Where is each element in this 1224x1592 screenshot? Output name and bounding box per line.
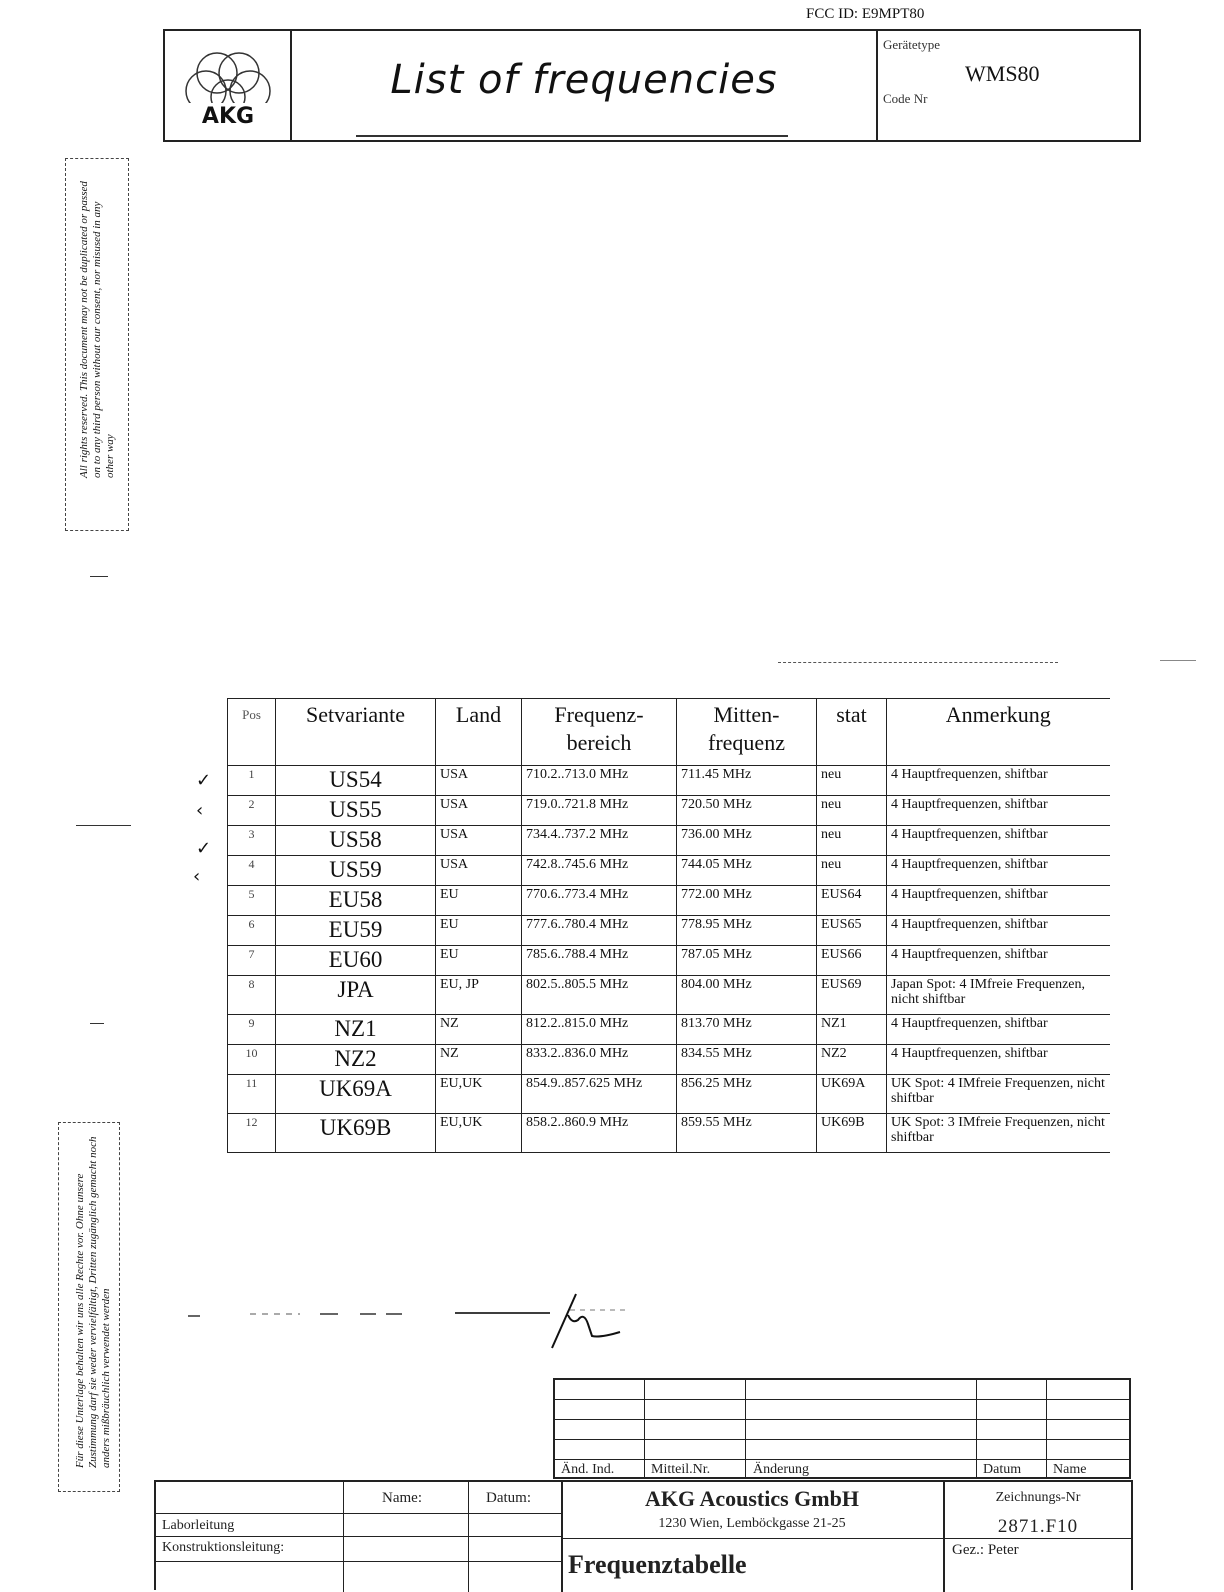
- revision-col-line: [644, 1380, 645, 1477]
- cell-setvariante: EU58: [276, 886, 436, 916]
- logo-cell: [165, 31, 292, 140]
- cell-stat: UK69B: [817, 1114, 887, 1153]
- cell-stat: EUS64: [817, 886, 887, 916]
- scan-mark: [90, 1023, 104, 1024]
- title-cell: [292, 31, 878, 140]
- cell-stat: EUS66: [817, 946, 887, 976]
- column-header-mittenfrequenz: Mitten- frequenz: [677, 699, 817, 766]
- scan-mark: [778, 662, 1058, 663]
- table-row: [228, 796, 1110, 826]
- document-header: [163, 29, 1141, 142]
- logo-text: AKG: [201, 104, 255, 129]
- code-nr-label: Code Nr: [883, 91, 928, 106]
- cell-stat: NZ2: [817, 1045, 887, 1075]
- column-header-frequenzbereich: Frequenz- bereich: [522, 699, 677, 766]
- check-mark-icon: ✓: [196, 770, 212, 791]
- cell-frequenzbereich: 719.0..721.8 MHz: [522, 796, 677, 826]
- revision-label-aend-ind: Änd. Ind.: [561, 1462, 615, 1477]
- model-value: WMS80: [965, 61, 1040, 86]
- fcc-id: FCC ID: E9MPT80: [806, 6, 925, 22]
- revision-label-aenderung: Änderung: [753, 1462, 809, 1477]
- cell-mittenfrequenz: 856.25 MHz: [677, 1075, 817, 1114]
- tb-line: [943, 1538, 1133, 1539]
- cell-stat: neu: [817, 766, 887, 796]
- cell-frequenzbereich: 777.6..780.4 MHz: [522, 916, 677, 946]
- cell-pos: 12: [228, 1114, 276, 1153]
- table-row: [228, 976, 1110, 1015]
- revision-label-name: Name: [1053, 1462, 1087, 1477]
- tb-line: [156, 1536, 561, 1537]
- cell-frequenzbereich: 770.6..773.4 MHz: [522, 886, 677, 916]
- cell-anmerkung: 4 Hauptfrequenzen, shiftbar: [887, 796, 1110, 826]
- cell-pos: 9: [228, 1015, 276, 1045]
- column-header-setvariante: Setvariante: [276, 699, 436, 766]
- cell-stat: neu: [817, 826, 887, 856]
- table-row: [228, 1045, 1110, 1075]
- revision-label-datum: Datum: [983, 1462, 1022, 1477]
- cell-setvariante: UK69B: [276, 1114, 436, 1153]
- table-row: [228, 1075, 1110, 1114]
- cell-land: EU, JP: [436, 976, 522, 1015]
- cell-frequenzbereich: 812.2..815.0 MHz: [522, 1015, 677, 1045]
- tb-line: [343, 1482, 344, 1592]
- revision-col-line: [745, 1380, 746, 1477]
- cell-frequenzbereich: 858.2..860.9 MHz: [522, 1114, 677, 1153]
- cell-mittenfrequenz: 720.50 MHz: [677, 796, 817, 826]
- cell-anmerkung: 4 Hauptfrequenzen, shiftbar: [887, 826, 1110, 856]
- cell-pos: 1: [228, 766, 276, 796]
- revision-row-line: [555, 1419, 1129, 1420]
- tb-line: [156, 1561, 561, 1562]
- cell-setvariante: NZ1: [276, 1015, 436, 1045]
- cell-frequenzbereich: 742.8..745.6 MHz: [522, 856, 677, 886]
- cell-stat: EUS69: [817, 976, 887, 1015]
- cell-anmerkung: 4 Hauptfrequenzen, shiftbar: [887, 916, 1110, 946]
- scan-mark: [1160, 660, 1196, 661]
- frequency-table: [227, 698, 1110, 1153]
- akg-logo-icon: [165, 31, 290, 140]
- cell-land: USA: [436, 766, 522, 796]
- cell-anmerkung: UK Spot: 3 IMfreie Frequenzen, nicht shiftbar: [887, 1114, 1110, 1153]
- cell-pos: 4: [228, 856, 276, 886]
- table-row: [228, 886, 1110, 916]
- cell-anmerkung: 4 Hauptfrequenzen, shiftbar: [887, 946, 1110, 976]
- cell-stat: neu: [817, 796, 887, 826]
- column-header-stat: stat: [817, 699, 887, 766]
- cell-land: NZ: [436, 1045, 522, 1075]
- konstruktionsleitung-label: Konstruktionsleitung:: [162, 1540, 285, 1555]
- revision-col-line: [1046, 1380, 1047, 1477]
- laborleitung-label: Laborleitung: [162, 1518, 235, 1533]
- zeichnungs-nr: 2871.F10: [997, 1516, 1079, 1537]
- cell-setvariante: EU59: [276, 916, 436, 946]
- revision-label-mitteil-nr: Mitteil.Nr.: [651, 1462, 711, 1477]
- cell-pos: 8: [228, 976, 276, 1015]
- column-header-pos: Pos: [228, 699, 276, 766]
- table-row: [228, 1015, 1110, 1045]
- cell-mittenfrequenz: 804.00 MHz: [677, 976, 817, 1015]
- company-name: AKG Acoustics GmbH: [645, 1486, 859, 1511]
- zeichnungs-nr-label: Zeichnungs-Nr: [995, 1490, 1081, 1505]
- cell-anmerkung: 4 Hauptfrequenzen, shiftbar: [887, 856, 1110, 886]
- cell-mittenfrequenz: 834.55 MHz: [677, 1045, 817, 1075]
- table-row: [228, 1114, 1110, 1153]
- datum-label: Datum:: [486, 1490, 531, 1506]
- revision-row-line: [555, 1439, 1129, 1440]
- table-row: [228, 766, 1110, 796]
- cell-pos: 11: [228, 1075, 276, 1114]
- cell-anmerkung: 4 Hauptfrequenzen, shiftbar: [887, 766, 1110, 796]
- cell-land: EU,UK: [436, 1075, 522, 1114]
- table-header-row: [228, 699, 1110, 766]
- cell-pos: 3: [228, 826, 276, 856]
- cell-mittenfrequenz: 787.05 MHz: [677, 946, 817, 976]
- cell-land: EU: [436, 946, 522, 976]
- cell-frequenzbereich: 785.6..788.4 MHz: [522, 946, 677, 976]
- cell-land: EU,UK: [436, 1114, 522, 1153]
- cell-stat: neu: [817, 856, 887, 886]
- cell-mittenfrequenz: 813.70 MHz: [677, 1015, 817, 1045]
- cell-anmerkung: UK Spot: 4 IMfreie Frequenzen, nicht shiftbar: [887, 1075, 1110, 1114]
- cell-land: USA: [436, 796, 522, 826]
- drawing-title: Frequenztabelle: [568, 1550, 747, 1579]
- cell-land: EU: [436, 886, 522, 916]
- cell-stat: UK69A: [817, 1075, 887, 1114]
- cell-frequenzbereich: 710.2..713.0 MHz: [522, 766, 677, 796]
- cell-setvariante: US58: [276, 826, 436, 856]
- table-row: [228, 826, 1110, 856]
- check-mark-icon: ✓: [196, 838, 212, 859]
- cell-pos: 2: [228, 796, 276, 826]
- cell-setvariante: US54: [276, 766, 436, 796]
- tb-line: [156, 1513, 561, 1514]
- cell-frequenzbereich: 802.5..805.5 MHz: [522, 976, 677, 1015]
- company-address: 1230 Wien, Lemböckgasse 21-25: [658, 1516, 846, 1531]
- cell-land: NZ: [436, 1015, 522, 1045]
- tb-line: [561, 1538, 943, 1539]
- cell-pos: 10: [228, 1045, 276, 1075]
- cell-mittenfrequenz: 859.55 MHz: [677, 1114, 817, 1153]
- cell-setvariante: JPA: [276, 976, 436, 1015]
- tb-line: [468, 1482, 469, 1592]
- cell-frequenzbereich: 734.4..737.2 MHz: [522, 826, 677, 856]
- gez-label: Gez.: Peter: [952, 1542, 1019, 1558]
- cell-pos: 7: [228, 946, 276, 976]
- cell-mittenfrequenz: 711.45 MHz: [677, 766, 817, 796]
- cell-frequenzbereich: 854.9..857.625 MHz: [522, 1075, 677, 1114]
- copyright-note-german: Für diese Unterlage behalten wir uns alle Rechte vor. Ohne unsere Zustimmung darf sie weder vervielfältigt, Dritten zugänglich gemacht noch anders mißbräuchlich verwendet werden: [74, 1136, 112, 1468]
- cell-pos: 6: [228, 916, 276, 946]
- cell-pos: 5: [228, 886, 276, 916]
- cell-stat: NZ1: [817, 1015, 887, 1045]
- table-row: [228, 946, 1110, 976]
- cell-land: USA: [436, 826, 522, 856]
- cell-anmerkung: Japan Spot: 4 IMfreie Frequenzen, nicht shiftbar: [887, 976, 1110, 1015]
- scan-mark: [90, 576, 108, 577]
- column-header-land: Land: [436, 699, 522, 766]
- revision-table: [553, 1378, 1131, 1479]
- title-block: [154, 1480, 1133, 1590]
- revision-row-line: [555, 1399, 1129, 1400]
- cell-mittenfrequenz: 778.95 MHz: [677, 916, 817, 946]
- cell-land: USA: [436, 856, 522, 886]
- cell-setvariante: NZ2: [276, 1045, 436, 1075]
- revision-row-line: [555, 1459, 1129, 1460]
- table-row: [228, 916, 1110, 946]
- scan-mark: [76, 825, 131, 826]
- page-title: List of frequencies: [390, 57, 778, 103]
- cell-mittenfrequenz: 772.00 MHz: [677, 886, 817, 916]
- cell-mittenfrequenz: 736.00 MHz: [677, 826, 817, 856]
- cell-mittenfrequenz: 744.05 MHz: [677, 856, 817, 886]
- check-mark-icon: ‹: [196, 800, 204, 821]
- cell-anmerkung: 4 Hauptfrequenzen, shiftbar: [887, 1045, 1110, 1075]
- cell-setvariante: UK69A: [276, 1075, 436, 1114]
- copyright-note-english: All rights reserved. This document may not be duplicated or passed on to any third person without our consent, nor misused in any other way: [78, 181, 116, 478]
- column-header-anmerkung: Anmerkung: [887, 699, 1110, 766]
- cell-setvariante: US55: [276, 796, 436, 826]
- cell-setvariante: US59: [276, 856, 436, 886]
- table-row: [228, 856, 1110, 886]
- revision-col-line: [976, 1380, 977, 1477]
- cell-setvariante: EU60: [276, 946, 436, 976]
- geraetetype-label: Gerätetype: [883, 37, 941, 52]
- signature: [180, 1280, 640, 1360]
- title-underline: [356, 135, 788, 137]
- cell-anmerkung: 4 Hauptfrequenzen, shiftbar: [887, 886, 1110, 916]
- name-label: Name:: [382, 1490, 422, 1506]
- cell-stat: EUS65: [817, 916, 887, 946]
- cell-land: EU: [436, 916, 522, 946]
- cell-anmerkung: 4 Hauptfrequenzen, shiftbar: [887, 1015, 1110, 1045]
- check-mark-icon: ‹: [193, 866, 201, 887]
- cell-frequenzbereich: 833.2..836.0 MHz: [522, 1045, 677, 1075]
